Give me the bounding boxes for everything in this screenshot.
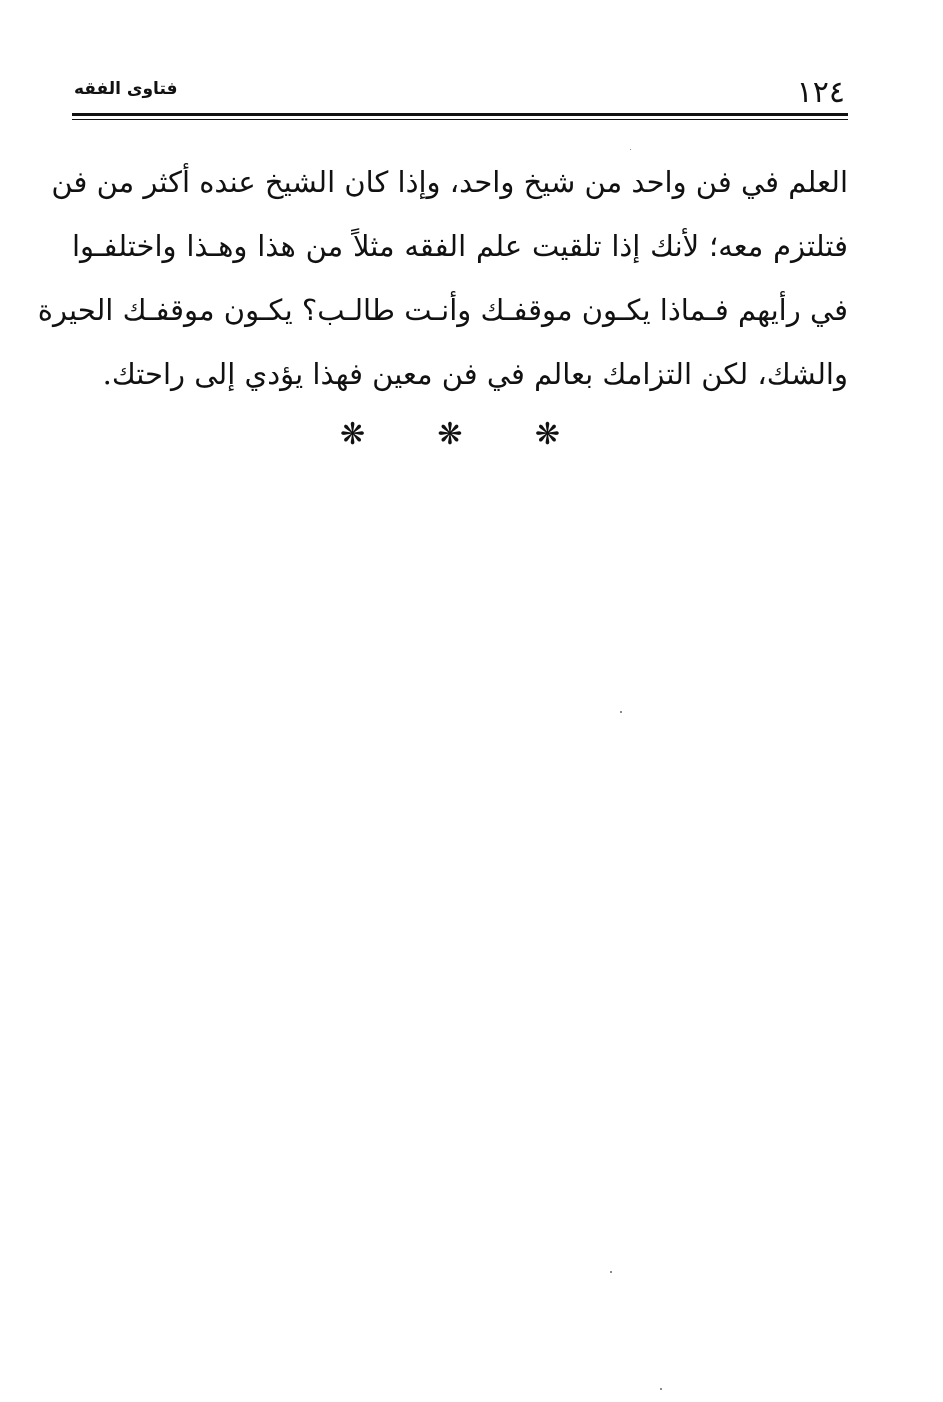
text-line-4: والشك، لكن التزامك بعالم في فن معين فهذا يؤدي إلى راحتك. (102, 357, 848, 391)
separator-asterisk-icon: ❋ (340, 417, 366, 452)
scan-speck (630, 149, 631, 150)
section-separator (340, 418, 560, 452)
scan-speck (620, 711, 622, 713)
page-number: ١٢٤ (796, 75, 845, 110)
text-line-2: فتلتزم معه؛ لأنك إذا تلقيت علم الفقه مثلاً من هذا وهـذا واختلفـوا (72, 229, 848, 263)
text-line-1: العلم في فن واحد من شيخ واحد، وإذا كان الشيخ عنده أكثر من فن (51, 165, 848, 199)
body-paragraph (37, 150, 848, 406)
text-line-3: في رأيهم فـماذا يكـون موقفـك وأنـت طالـب؟ يكـون موقفـك الحيرة (37, 293, 848, 327)
scan-speck (660, 1388, 662, 1390)
separator-asterisk-icon: ❋ (437, 417, 463, 452)
running-title: فتاوى الفقه (74, 79, 178, 99)
header-rule (72, 113, 848, 116)
separator-asterisk-icon: ❋ (534, 417, 560, 452)
header-rule-thin (72, 119, 848, 120)
scan-speck (610, 1271, 612, 1273)
